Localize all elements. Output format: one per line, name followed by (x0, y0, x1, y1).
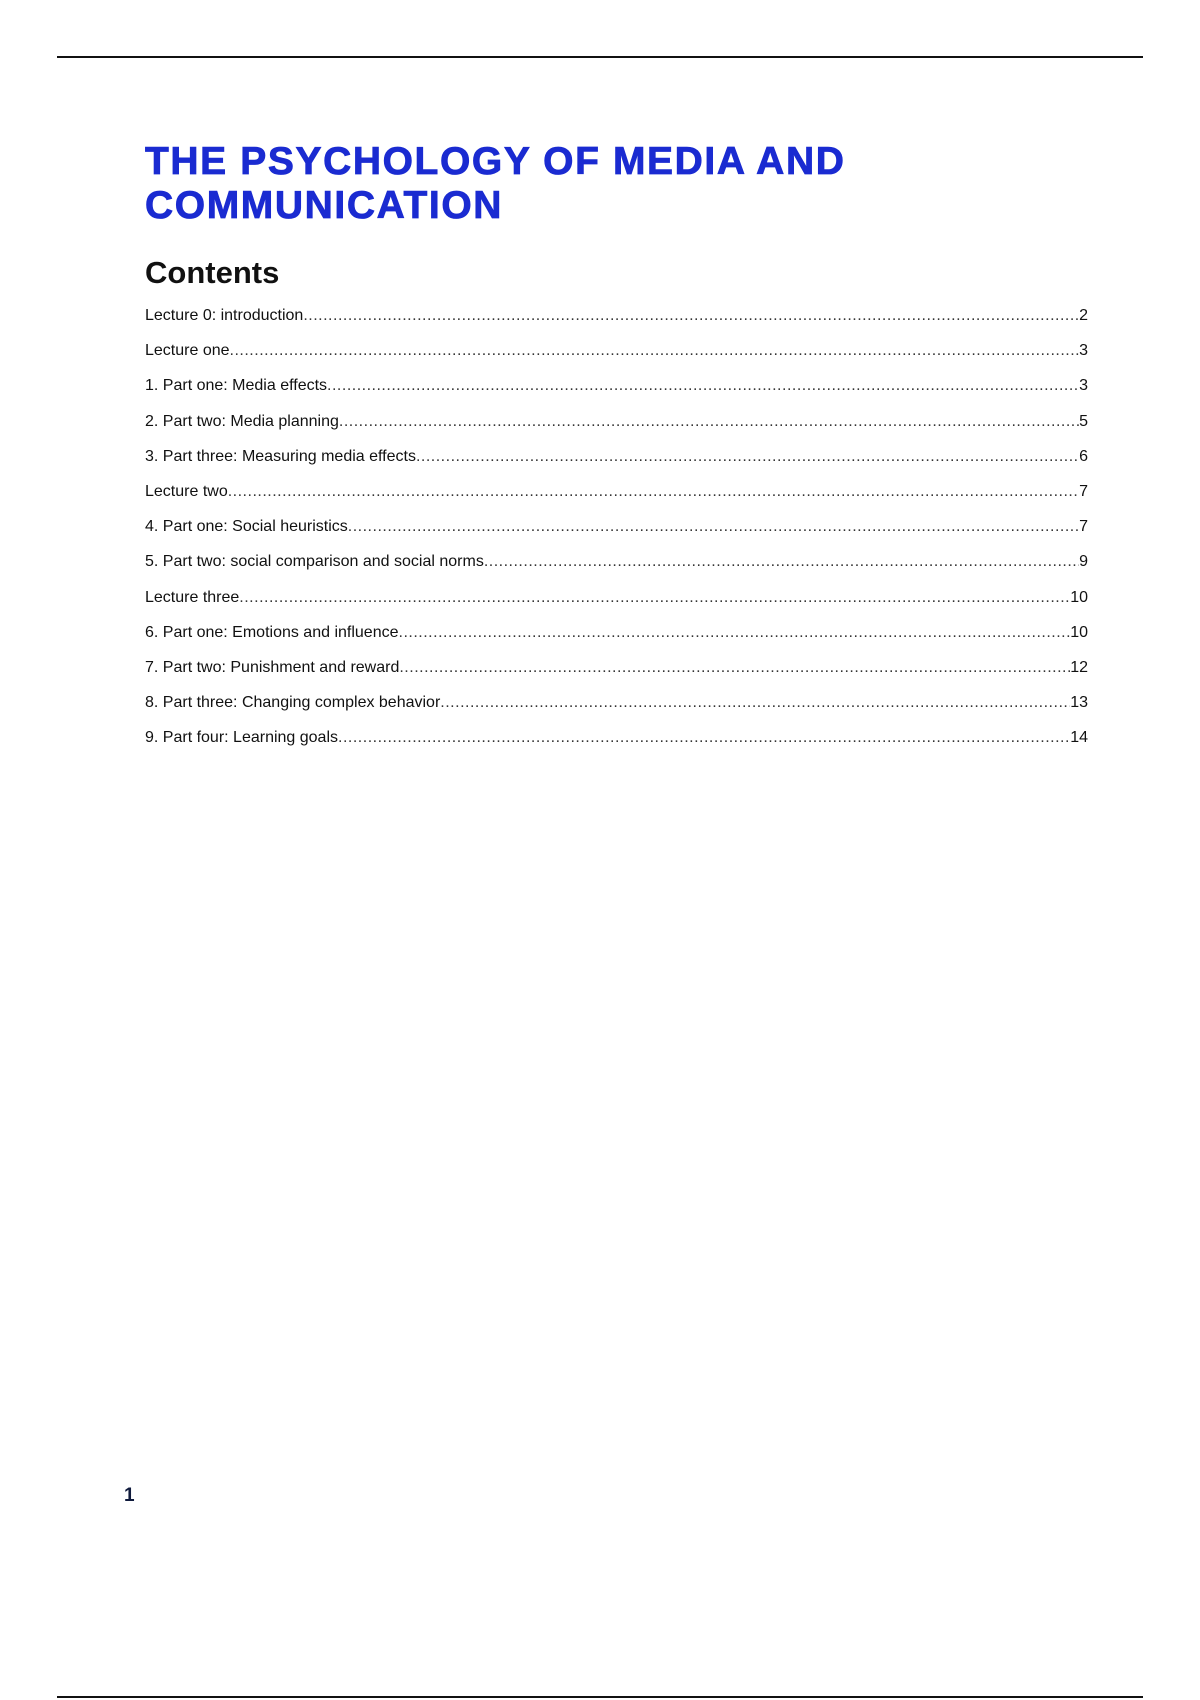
toc-dot-leader (416, 448, 1079, 466)
toc-entry[interactable] (145, 624, 1088, 659)
toc-entry-label: 6. Part one: Emotions and influence (145, 623, 399, 641)
toc-dot-leader (228, 483, 1079, 501)
toc-entry-label: 8. Part three: Changing complex behavior (145, 694, 441, 712)
toc-entry-label: Lecture two (145, 482, 228, 500)
toc-entry-page: 6 (1079, 447, 1088, 465)
toc-entry[interactable] (145, 448, 1088, 483)
toc-entry-page: 10 (1070, 588, 1088, 606)
toc-entry-label: 3. Part three: Measuring media effects (145, 447, 416, 465)
toc-entry[interactable] (145, 483, 1088, 518)
toc-entry-page: 7 (1079, 482, 1088, 500)
toc-dot-leader (440, 694, 1070, 712)
page-number: 1 (124, 1485, 135, 1506)
toc-dot-leader (338, 729, 1070, 747)
toc-entry-page: 9 (1079, 553, 1088, 571)
header-rule (57, 56, 1143, 58)
toc-entry[interactable] (145, 659, 1088, 694)
toc-entry-label: Lecture three (145, 588, 240, 606)
toc-entry-page: 12 (1070, 658, 1088, 676)
toc-entry-page: 14 (1070, 729, 1088, 747)
toc-dot-leader (399, 624, 1071, 642)
toc-entry-page: 3 (1079, 377, 1088, 395)
toc-entry-page: 5 (1079, 412, 1088, 430)
toc-entry-label: Lecture 0: introduction (145, 307, 304, 324)
toc-entry-page: 7 (1079, 518, 1088, 536)
toc-entry[interactable] (145, 413, 1088, 448)
toc-entry-page: 13 (1070, 694, 1088, 712)
toc-dot-leader (239, 589, 1070, 607)
toc-dot-leader (484, 553, 1079, 571)
toc-entry-label: 2. Part two: Media planning (145, 412, 339, 430)
toc-entry[interactable] (145, 342, 1088, 377)
footer-rule (57, 1696, 1143, 1698)
document-title: THE PSYCHOLOGY OF MEDIA AND COMMUNICATION (145, 140, 846, 227)
toc-entry-page: 10 (1070, 623, 1088, 641)
toc-dot-leader (399, 659, 1070, 677)
toc-entry-label: 5. Part two: social comparison and social norms (145, 553, 484, 571)
toc-entry[interactable] (145, 307, 1088, 342)
toc-dot-leader (303, 307, 1079, 325)
toc-entry[interactable] (145, 729, 1088, 764)
toc-entry-page: 3 (1079, 342, 1088, 360)
contents-heading: Contents (145, 255, 280, 290)
toc-entry-page: 2 (1079, 307, 1088, 324)
toc-entry-label: Lecture one (145, 342, 230, 360)
toc-dot-leader (327, 377, 1079, 395)
toc-entry-label: 7. Part two: Punishment and reward (145, 658, 400, 676)
toc-entry-label: 4. Part one: Social heuristics (145, 518, 348, 536)
toc-entry[interactable] (145, 553, 1088, 588)
toc-dot-leader (230, 342, 1080, 360)
toc-dot-leader (348, 518, 1079, 536)
toc-entry[interactable] (145, 377, 1088, 412)
toc-entry[interactable] (145, 589, 1088, 624)
toc-entry[interactable] (145, 518, 1088, 553)
toc-dot-leader (339, 413, 1079, 431)
toc-entry-label: 9. Part four: Learning goals (145, 729, 339, 747)
toc-entry[interactable] (145, 694, 1088, 729)
toc-entry-label: 1. Part one: Media effects (145, 377, 328, 395)
table-of-contents (145, 307, 1088, 764)
